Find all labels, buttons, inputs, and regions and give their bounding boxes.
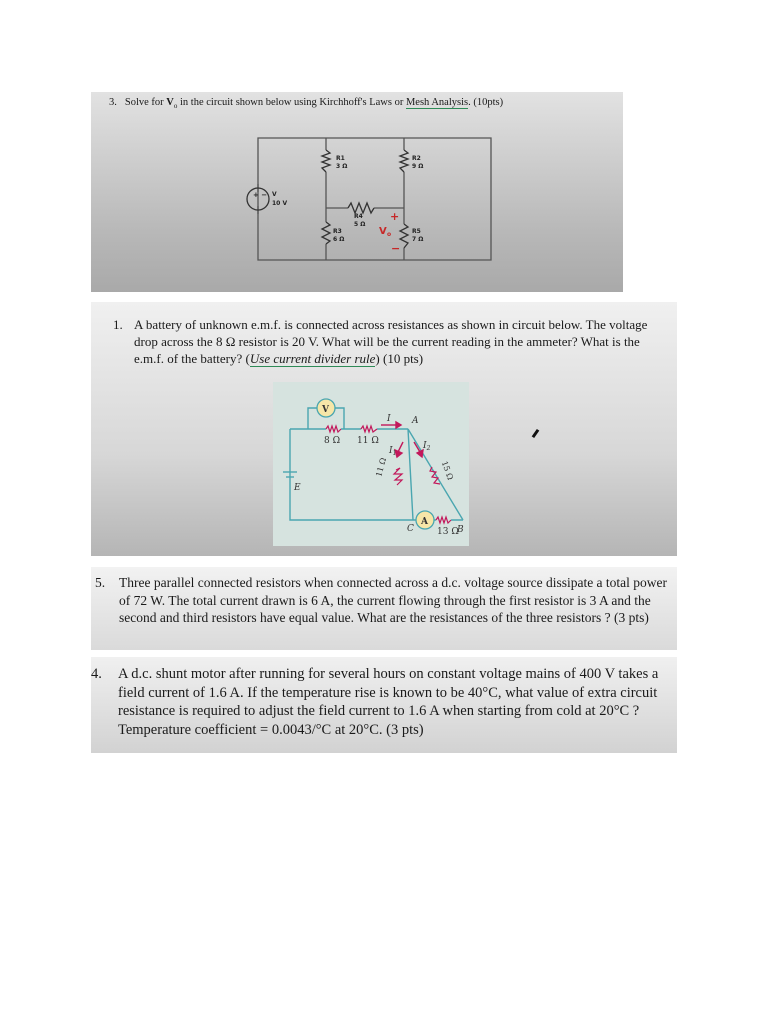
resistor-r4 [348,203,374,213]
question-4-text: 4. A d.c. shunt motor after running for several hours on constant voltage mains of 400 V takes a field current of 1.6 A. If the temperature rise is known to be 40°C, what value of extra circuit resistance is required to adjust the field current to 1.6 A when starting from cold at 20°C ? Temperature coefficient = 0.0043/°C at 20°C. (3 pts) [91,666,659,738]
r2-name: R2 [412,155,421,162]
node-a-label: A [412,416,419,426]
wire-outer [258,138,491,260]
question-3-text: 3. Solve for $V_o$ in the circuit shown below using Kirchhoff's Laws or Mesh Analysis. (10pts) [109,97,504,111]
question-number: 5. [95,575,106,590]
r3-value: 6 Ω [333,236,345,243]
r4-value: 5 Ω [354,221,366,228]
r4-name: R4 [354,213,363,220]
resistor-r3 [322,222,330,244]
label-15ohm: 15 Ω [439,459,455,482]
resistor-r5 [400,224,408,248]
underlined-text: Mesh Analysis [405,97,469,108]
resistor-r1 [322,150,330,172]
label-current-i: I [387,414,391,424]
r2-value: 9 Ω [412,163,424,170]
question-4-panel [91,657,677,753]
vo-sub: o [387,231,392,238]
circuit-diagram-q1 [91,302,677,556]
question-5-panel [91,567,677,650]
label-13ohm: 13 Ω [437,527,459,537]
label-11ohm-left: 11 Ω [374,456,389,478]
vo-minus: − [391,242,401,255]
source-value: 10 V [272,200,288,207]
question-1-panel [91,302,677,556]
question-3-panel [91,92,623,292]
source-name: V [272,191,277,198]
question-5-text: 5. Three parallel connected resistors when connected across a d.c. voltage source dissipate a total power of 72 W. The total current drawn is 6 A, the current flowing through the first resistor is 3 A and the second and third resistors have equal value. What are the resistances of the three resistors ? (3 pts) [95,575,668,625]
node-b-label: B [457,525,464,535]
question-1-text: 1. A battery of unknown e.m.f. is connected across resistances as shown in circuit below. The voltage drop across the 8 Ω resistor is 20 V. What will be the current reading in the ammeter? What is the e.m.f. of the battery? (Use current divider rule) (10 pts) [113,317,648,366]
label-current-i1: $I_1$ [389,446,397,457]
resistor-r2 [400,150,408,172]
r5-value: 7 Ω [412,236,424,243]
question-number: 3. [109,97,117,108]
vo-plus: + [390,210,400,223]
voltmeter-label: V [322,405,329,415]
label-current-i2: $I_2$ [423,441,431,452]
r5-name: R5 [412,228,421,235]
underlined-text: Use current divider rule [249,351,376,366]
r3-name: R3 [333,228,342,235]
r1-value: 3 Ω [336,163,348,170]
circuit-diagram-q3 [91,92,623,292]
label-11ohm-top: 11 Ω [357,436,379,446]
battery-label: E [294,483,301,493]
ammeter-label: A [421,517,428,527]
node-c-label: C [407,524,414,534]
source-sign: + − [253,191,268,199]
vo-label: V [379,226,387,237]
question-number: 1. [113,317,123,332]
r1-name: R1 [336,155,345,162]
question-number: 4. [91,666,102,682]
label-8ohm: 8 Ω [324,436,341,446]
